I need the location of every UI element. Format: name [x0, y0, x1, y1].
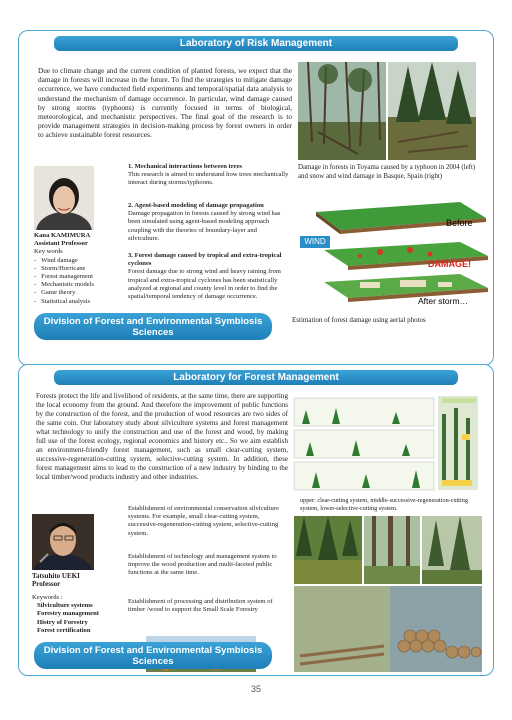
forest-lab-title: Laboratory for Forest Management — [54, 370, 458, 385]
forest-stand-photo-1 — [294, 516, 362, 584]
item-title: 1. Mechanical interactions between trees — [128, 163, 242, 170]
after-storm-label: After storm… — [418, 296, 469, 306]
damage-label: DAMAGE! — [428, 259, 471, 269]
aerial-photo-caption: Estimation of forest damage using aerial photos — [292, 316, 426, 324]
keyword-item: - Wind damage — [34, 256, 78, 264]
before-label: Before — [446, 218, 473, 228]
keyword-item: Silviculture systems — [37, 602, 93, 610]
keyword-item: Histry of Forestry — [37, 618, 88, 626]
top-division-label: Division of Forest and Environmental Symbiosis Sciences — [34, 313, 272, 340]
person-name: Tatsuhito UEKI — [32, 572, 80, 580]
keyword-item: Forestry management — [37, 610, 99, 618]
ueki-portrait — [32, 514, 94, 570]
keyword-item: - Forest management — [34, 273, 93, 281]
kamimura-portrait — [34, 166, 94, 230]
keywords-label: Keywords : — [32, 594, 63, 601]
risk-intro-text: Due to climate change and the current condition of planted forests, we expect that the damage in forests will increase in the future. To find the strategies to mitigate damage occurrence, we have conducted field experiments and temporal/spatial data analysis to understand the mechanism of damage occurrence. In particular, wind damage caused by strong storms (typhoons) is currently focused in terms of biological, meteorological, and mechanistic perspectives. The final goal of the research is to provide management strategies in decision-making process by forest owners in order to achieve sustainable forest resources. — [38, 66, 292, 140]
item-text: Forest damage due to strong wind and heavy raining from tropical and extra-tropical cyclones has been statistically analyzed at regional and county level in order to find the spatial/temporal tendency of damage occurrence. — [128, 268, 281, 301]
kamimura-info — [34, 232, 118, 306]
wind-label: WIND — [300, 236, 330, 248]
risk-lab-title: Laboratory of Risk Management — [54, 36, 458, 51]
establishment-1: Establishment of environmental conservation silviculture systems. For example, small clear-cutting system, successive-regeneration-cutting system, selective-cutting system. — [128, 505, 279, 537]
keyword-item: - Statistical analysis — [34, 297, 91, 305]
item-text: This research is aimed to understand how trees mechanically interact during storms/typhoons. — [128, 171, 289, 187]
timber-yard-photo — [294, 586, 482, 672]
establishment-3: Establishment of processing and distribution system of timber /wood to support the Small Scale Forestry — [128, 598, 273, 614]
bottom-division-label: Division of Forest and Environmental Symbiosis Sciences — [34, 642, 272, 669]
silviculture-systems-diagram — [292, 394, 480, 492]
person-title: Assistant Professor — [34, 240, 88, 248]
basque-snow-wind-damage-photo — [388, 62, 476, 160]
item-title: 3. Forest damage caused by tropical and extra-tropical cyclones — [128, 252, 282, 268]
establishment-2: Establishment of technology and management system to improve the wood production and multi-faceted public functions at the same time. — [128, 553, 277, 577]
keyword-item: - Mechanistic models — [34, 281, 95, 289]
research-item-3 — [128, 252, 298, 301]
keyword-item: - Storm/Hurricane — [34, 264, 86, 272]
item-title: 2. Agent-based modeling of damage propagation — [128, 202, 264, 209]
research-item-1 — [128, 163, 296, 188]
forest-stand-photo-3 — [422, 516, 482, 584]
page-number: 35 — [250, 684, 261, 694]
forest-intro-text: Forests protect the life and livelihood of residents, at the same time, there are supporting the local economy from the ground. And therefore the improvement of public functions by the construction of the forest, and the production of wood resources are two sides of the same coin. Our laboratory study about silviculture systems and forest management what technology to unify the construction and use of the forest and wood, by making full use of the forest ecology, regional economics and history etc.. So we aim establish an environment-friendly forest management, such as small clear-cutting system, successive-regeneration-cutting system, selective-cutting system. In addition, these forest management aims to lead to the construction of a new industry by binding to the local timber/wood products industry and other industries. — [36, 392, 288, 481]
person-name: Kana KAMIMURA — [34, 232, 91, 239]
simulation-before-panel — [310, 196, 488, 236]
research-item-2 — [128, 202, 286, 243]
ueki-info — [32, 572, 122, 588]
toyama-typhoon-damage-photo — [298, 62, 386, 160]
keyword-item: - Game theory — [34, 289, 76, 297]
keyword-list — [34, 257, 118, 306]
person-title: Professor — [32, 580, 61, 589]
forest-stand-photo-2 — [364, 516, 420, 584]
damage-photo-caption: Damage in forests in Toyama caused by a typhoon in 2004 (left) and snow and wind damage in Basque, Spain (right) — [298, 164, 476, 180]
keywords-label: Key words — [34, 248, 63, 256]
ueki-keywords — [32, 594, 124, 635]
diagram-caption: upper: clear-cutting system, middle-successive-regeneration-cutting system, lower-selective-cutting system. — [300, 497, 468, 512]
keyword-item: Forest certification — [37, 626, 91, 634]
item-text: Damage propagation in forests caused by strong wind has been simulated using agent-based modeling approach coupling with the theories of boundary-layer and silviculture. — [128, 210, 281, 242]
